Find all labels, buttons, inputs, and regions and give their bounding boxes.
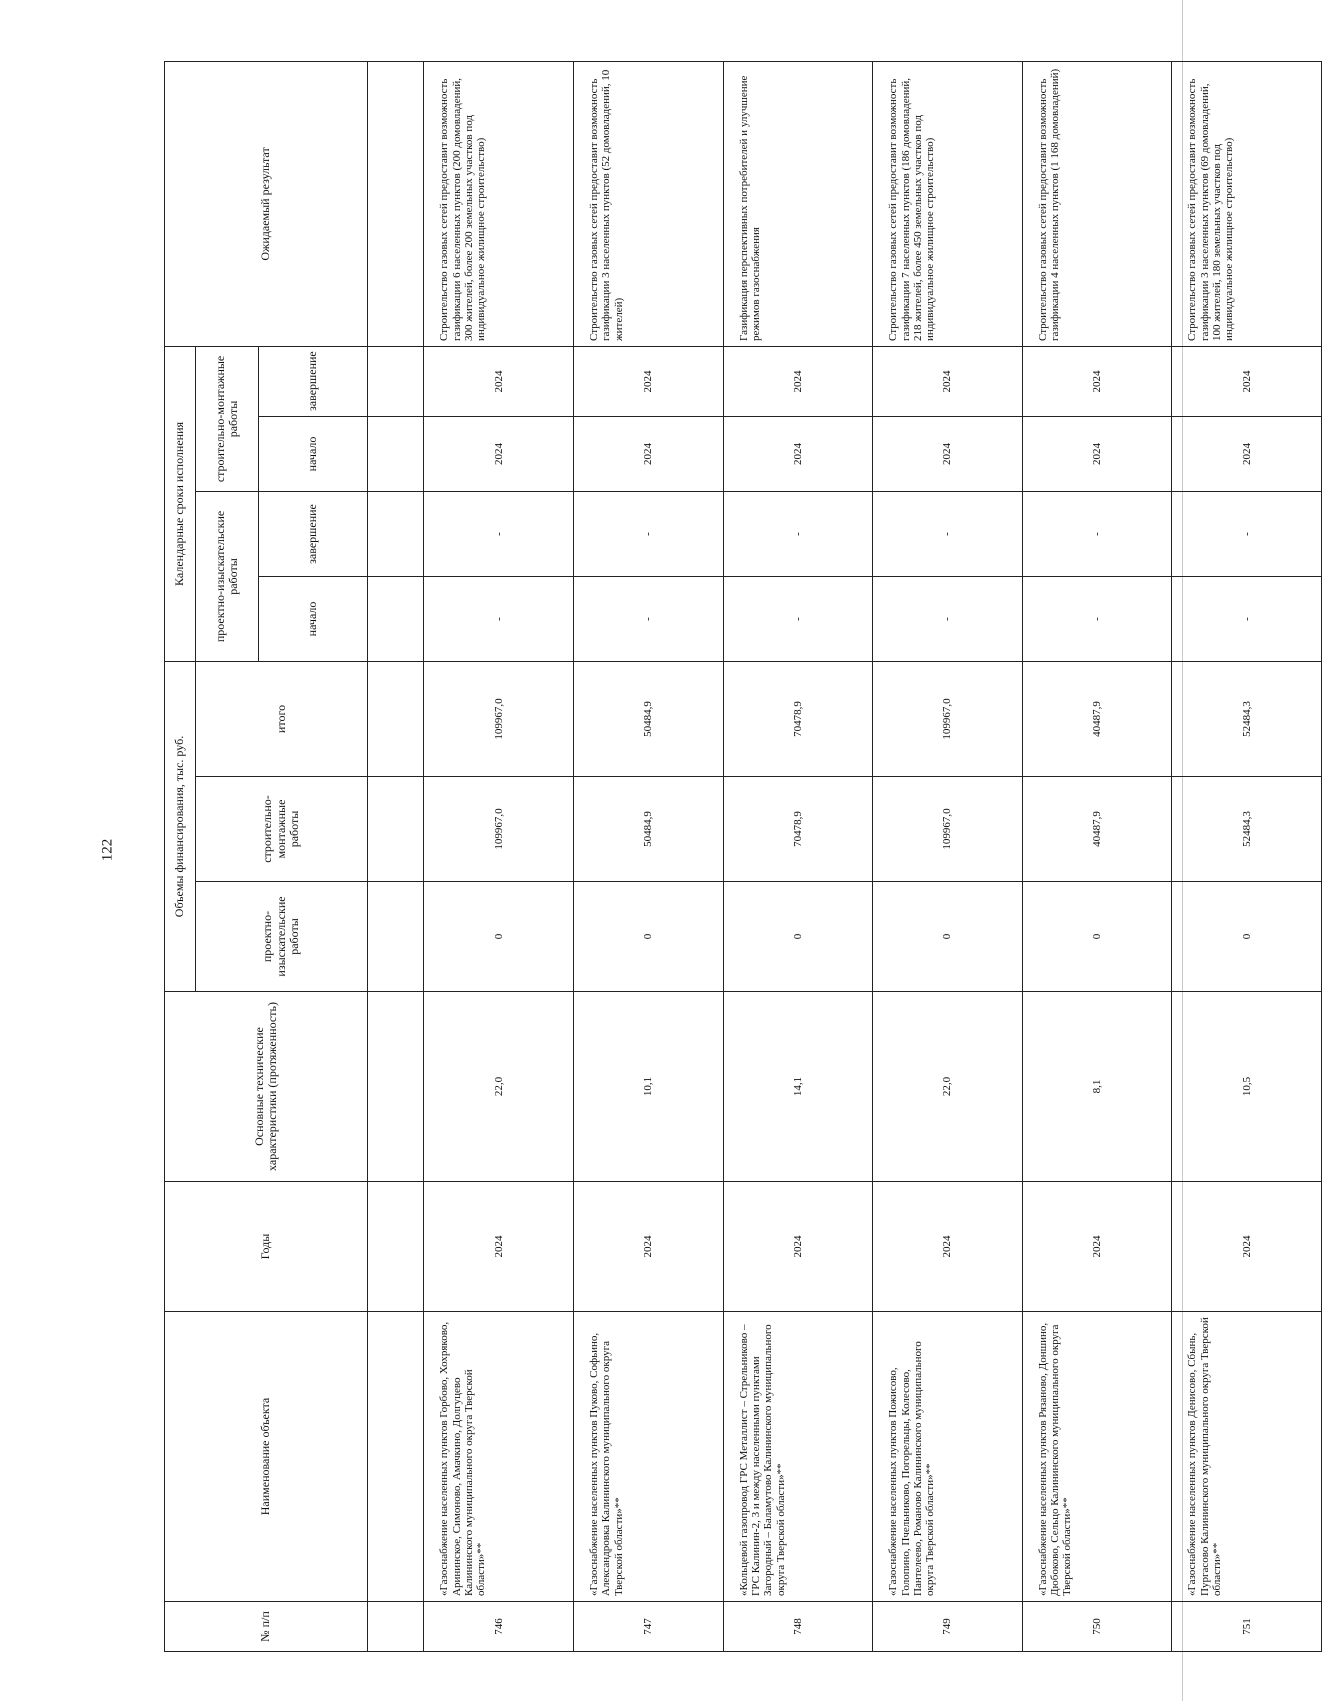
row-total: 50484,9 [574, 661, 724, 776]
row-name: «Газоснабжение населенных пунктов Пожисово, Голопино, Пчельниково, Погорельцы, Колесово, Пантелеево, Романово Калининского муниципального округа Тверской области»** [873, 1312, 1023, 1602]
objects-table [164, 61, 1322, 1652]
row-survey: 0 [723, 882, 873, 992]
row-construction: 50484,9 [574, 777, 724, 882]
row-survey-start: - [723, 576, 873, 661]
row-length: 10,5 [1172, 992, 1322, 1182]
row-survey-end: - [873, 491, 1023, 576]
row-survey-end: - [424, 491, 574, 576]
header-funding-survey: проектно-изыскательские работы [196, 882, 368, 992]
row-construction-start: 2024 [873, 416, 1023, 491]
header-tech: Основные технические характеристики (протяженность) [165, 992, 368, 1182]
row-survey-end: - [723, 491, 873, 576]
row-year: 2024 [424, 1182, 574, 1312]
spacer-row [367, 61, 423, 1651]
header-row-1 [165, 61, 196, 1651]
row-result: Строительство газовых сетей предоставит возможность газификации 6 населенных пунктов (200 домовладений, 300 жителей, более 200 земельных участков под индивидуальное жилищное строительство) [424, 61, 574, 346]
row-year: 2024 [723, 1182, 873, 1312]
header-schedule-construction: строительно-монтажные работы [196, 346, 259, 491]
row-construction: 70478,9 [723, 777, 873, 882]
row-survey-end: - [574, 491, 724, 576]
header-result: Ожидаемый результат [165, 61, 368, 346]
row-survey-start: - [424, 576, 574, 661]
row-survey-start: - [873, 576, 1023, 661]
row-construction: 109967,0 [873, 777, 1023, 882]
row-total: 52484,3 [1172, 661, 1322, 776]
header-years: Годы [165, 1182, 368, 1312]
row-year: 2024 [574, 1182, 724, 1312]
row-survey-start: - [1172, 576, 1322, 661]
row-construction-start: 2024 [424, 416, 574, 491]
rotated-table-container [164, 62, 1322, 1652]
row-construction-start: 2024 [574, 416, 724, 491]
row-result: Строительство газовых сетей предоставит возможность газификации 4 населенных пунктов (1 168 домовладений) [1022, 61, 1172, 346]
row-name: «Газоснабжение населенных пунктов Пуково, Софьино, Александровка Калининского муниципального округа Тверской области»** [574, 1312, 724, 1602]
row-survey-start: - [1022, 576, 1172, 661]
row-length: 22,0 [873, 992, 1023, 1182]
row-num: 749 [873, 1602, 1023, 1652]
header-funding-construction: строительно-монтажные работы [196, 777, 368, 882]
row-name: «Газоснабжение населенных пунктов Рязаново, Доншино, Дюбоково, Сельцо Калининского муниципального округа Тверской области»** [1022, 1312, 1172, 1602]
row-survey-start: - [574, 576, 724, 661]
header-name: Наименование объекта [165, 1312, 368, 1602]
header-survey-start: начало [259, 576, 368, 661]
row-length: 14,1 [723, 992, 873, 1182]
row-construction-start: 2024 [1022, 416, 1172, 491]
row-length: 10,1 [574, 992, 724, 1182]
row-year: 2024 [1172, 1182, 1322, 1312]
table-sheet [164, 62, 1322, 1652]
row-construction: 40487,9 [1022, 777, 1172, 882]
table-row [1172, 61, 1322, 1651]
row-construction-end: 2024 [424, 346, 574, 416]
row-construction-end: 2024 [723, 346, 873, 416]
row-name: «Кольцевой газопровод ГРС Металлист – Стрельниково – ГРС Калинин-2, 3 и между населенными пунктами Загородный – Баламутово Калининского муниципального округа Тверской области»** [723, 1312, 873, 1602]
header-construction-start: начало [259, 416, 368, 491]
page-number: 122 [99, 838, 116, 862]
header-num: № п/п [165, 1602, 368, 1652]
header-survey-end: завершение [259, 491, 368, 576]
row-num: 751 [1172, 1602, 1322, 1652]
row-year: 2024 [873, 1182, 1023, 1312]
row-survey: 0 [1172, 882, 1322, 992]
table-row [723, 61, 873, 1651]
header-funding-total: итого [196, 661, 368, 776]
row-result: Газификация перспективных потребителей и улучшение режимов газоснабжения [723, 61, 873, 346]
row-result: Строительство газовых сетей предоставит возможность газификации 3 населенных пунктов (52 домовладений, 10 жителей) [574, 61, 724, 346]
header-schedule-survey: проектно-изыскательские работы [196, 491, 259, 661]
row-result: Строительство газовых сетей предоставит возможность газификации 7 населенных пунктов (186 домовладений, 218 жителей, более 450 земельных участков под индивидуальное жилищное строительство) [873, 61, 1023, 346]
table-row [1022, 61, 1172, 1651]
row-num: 750 [1022, 1602, 1172, 1652]
row-total: 109967,0 [424, 661, 574, 776]
row-name: «Газоснабжение населенных пунктов Горбово, Хохряково, Арининское, Симоново, Амачкино, Долгуцево Калининского муниципального округа Тверской области»** [424, 1312, 574, 1602]
row-construction: 52484,3 [1172, 777, 1322, 882]
row-construction-end: 2024 [1022, 346, 1172, 416]
row-survey-end: - [1022, 491, 1172, 576]
row-num: 748 [723, 1602, 873, 1652]
row-total: 109967,0 [873, 661, 1023, 776]
header-construction-end: завершение [259, 346, 368, 416]
row-num: 746 [424, 1602, 574, 1652]
row-construction-start: 2024 [723, 416, 873, 491]
row-construction-end: 2024 [574, 346, 724, 416]
row-result: Строительство газовых сетей предоставит возможность газификации 3 населенных пунктов (69 домовладений, 100 жителей, 180 земельных участков под индивидуальное жилищное строительство) [1172, 61, 1322, 346]
table-row [424, 61, 574, 1651]
row-construction-end: 2024 [1172, 346, 1322, 416]
table-row [574, 61, 724, 1651]
header-schedule: Календарные сроки исполнения [165, 346, 196, 661]
table-row [873, 61, 1023, 1651]
row-num: 747 [574, 1602, 724, 1652]
row-construction-start: 2024 [1172, 416, 1322, 491]
row-name: «Газоснабжение населенных пунктов Денисово, Сбынь, Пургасово Калининского муниципального округа Тверской области»** [1172, 1312, 1322, 1602]
row-survey: 0 [1022, 882, 1172, 992]
header-funding: Объемы финансирования, тыс. руб. [165, 661, 196, 991]
row-construction: 109967,0 [424, 777, 574, 882]
row-survey: 0 [424, 882, 574, 992]
row-survey: 0 [574, 882, 724, 992]
row-total: 40487,9 [1022, 661, 1172, 776]
row-length: 8,1 [1022, 992, 1172, 1182]
row-survey: 0 [873, 882, 1023, 992]
row-total: 70478,9 [723, 661, 873, 776]
row-length: 22,0 [424, 992, 574, 1182]
row-construction-end: 2024 [873, 346, 1023, 416]
row-year: 2024 [1022, 1182, 1172, 1312]
row-survey-end: - [1172, 491, 1322, 576]
